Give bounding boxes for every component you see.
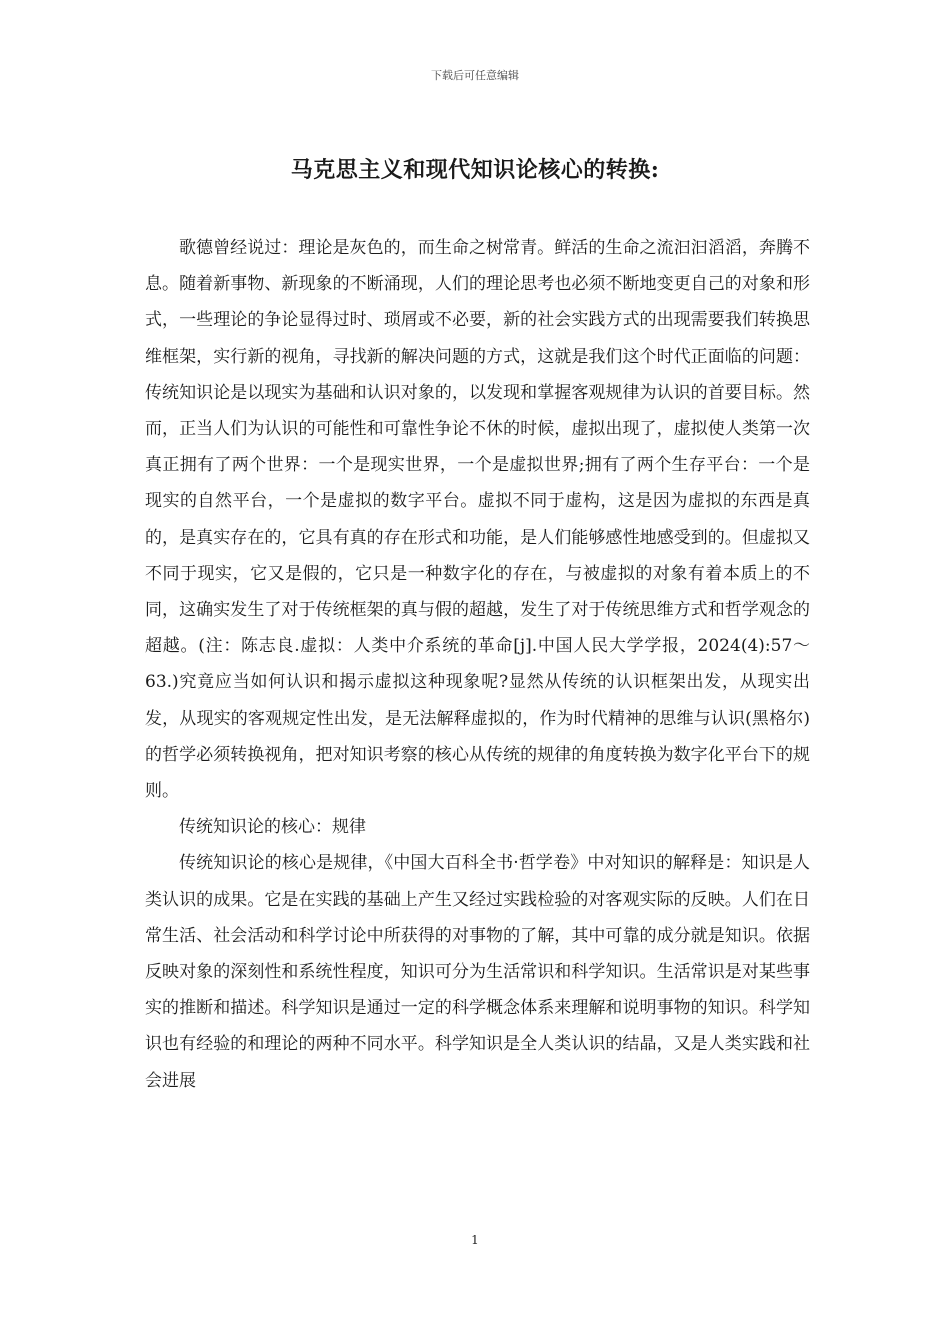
page-number: 1 [471,1233,479,1247]
document-title: 马克思主义和现代知识论核心的转换: [290,157,660,183]
section-heading: 传统知识论的核心：规律 [179,817,366,838]
paragraph-intro: 歌德曾经说过：理论是灰色的，而生命之树常青。鲜活的生命之流汩汩滔滔，奔腾不息。随着新事物、新现象的不断涌现，人们的理论思考也必须不断地变更自己的对象和形式，一些理论的争论显得过时、琐屑或不必要，新的社会实践方式的出现需要我们转换思维框架，实行新的视角，寻找新的解决问题的方式，这就是我们这个时代正面临的问题：传统知识论是以现实为基础和认识对象的，以发现和掌握客观规律为认识的首要目标。然而，正当人们为认识的可能性和可靠性争论不休的时候，虚拟出现了，虚拟使人类第一次真正拥有了两个世界：一个是现实世界，一个是虚拟世界;拥有了两个生存平台：一个是现实的自然平台，一个是虚拟的数字平台。虚拟不同于虚构，这是因为虚拟的东西是真的，是真实存在的，它具有真的存在形式和功能，是人们能够感性地感受到的。但虚拟又不同于现实，它又是假的，它只是一种数字化的存在，与被虚拟的对象有着本质上的不同，这确实发生了对于传统框架的真与假的超越，发生了对于传统思维方式和哲学观念的超越。(注：陈志良.虚拟：人类中介系统的革命[j].中国人民大学学报，2024(4):57～63.)究竟应当如何认识和揭示虚拟这种现象呢?显然从传统的认识框架出发，从现实出发，从现实的客观规定性出发，是无法解释虚拟的，作为时代精神的思维与认识(黑格尔)的哲学必须转换视角，把对知识考察的核心从传统的规律的角度转换为数字化平台下的规则。 [145,238,810,802]
body-text [145,230,810,1099]
paragraph-knowledge: 传统知识论的核心是规律，《中国大百科全书·哲学卷》中对知识的解释是：知识是人类认识的成果。它是在实践的基础上产生又经过实践检验的对客观实际的反映。人们在日常生活、社会活动和科学讨论中所获得的对事物的了解，其中可靠的成分就是知识。依据反映对象的深刻性和系统性程度，知识可分为生活常识和科学知识。生活常识是对某些事实的推断和描述。科学知识是通过一定的科学概念体系来理解和说明事物的知识。科学知识也有经验的和理论的两种不同水平。科学知识是全人类认识的结晶，又是人类实践和社会进展 [145,853,810,1091]
page-header: 下载后可任意编辑 [431,69,519,82]
